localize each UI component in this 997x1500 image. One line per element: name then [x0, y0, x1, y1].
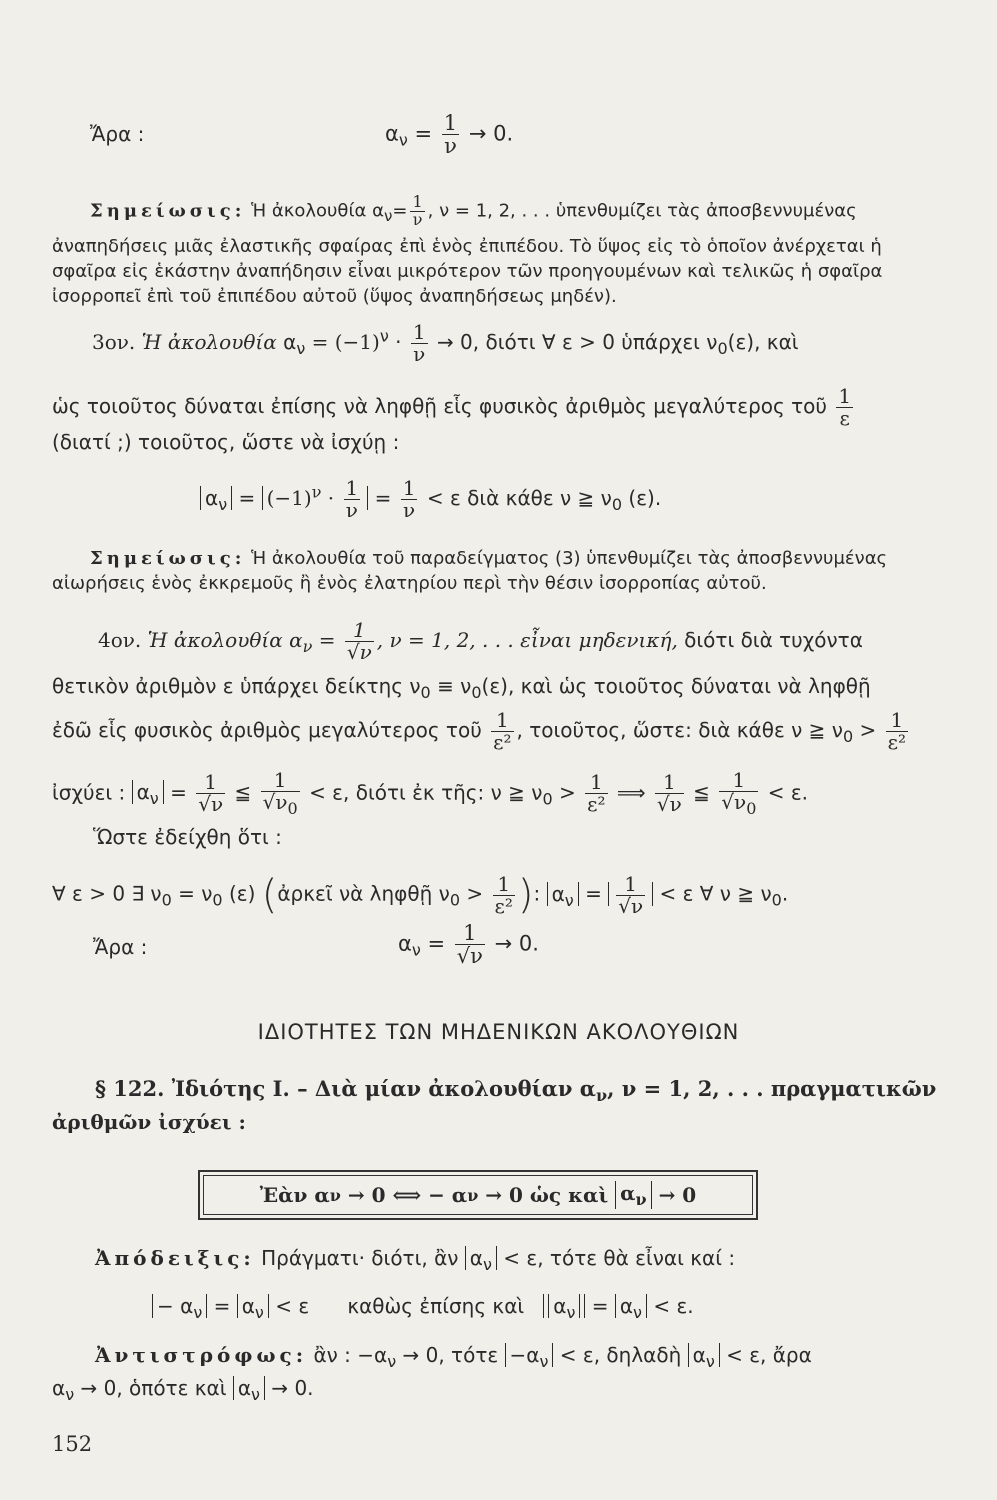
abs: $\alpha_\nu$ — [132, 780, 164, 804]
note-heading: Σημείωσις: — [90, 548, 246, 569]
sub: ν — [296, 339, 306, 358]
num: 1 — [412, 192, 423, 211]
text: , τοιοῦτος, ὥστε: διὰ κάθε ν ≧ ν — [516, 718, 843, 742]
section-title: ΙΔΙΟΤΗΤΕΣ ΤΩΝ ΜΗΔΕΝΙΚΩΝ ΑΚΟΛΟΥΘΙΩΝ — [257, 1020, 740, 1044]
theorem-box — [198, 1170, 758, 1220]
note1-line3: σφαῖρα εἰς ἑκάστην ἀναπήδησιν εἶναι μικρότερον τῶν προηγουμένων καὶ τελικῶς ἡ σφαῖρα — [52, 261, 883, 282]
proof-line2: − $\alpha_\nu = \alpha_\nu < \varepsilon$ καθὼς ἐπίσης καὶ $\alpha_\nu = \alpha_\nu < \varepsilon$. — [152, 1294, 694, 1322]
fraction: $\frac{1}{\text{ε²}}$ — [587, 770, 606, 817]
text: < ε ∀ ν ≧ ν — [659, 881, 772, 906]
note1-line2: ἀναπηδήσεις μιᾶς ἐλαστικῆς σφαίρας ἐπὶ ἑνὸς ἐπιπέδου. Τὸ ὕψος εἰς τὸ ὁποῖον ἀνέρχεται ἡ — [52, 236, 882, 257]
note-heading: Σημείωσις: — [90, 200, 246, 222]
fraction — [836, 386, 853, 429]
ex4-hence: Ὥστε ἐδείχθη ὅτι : — [93, 825, 282, 849]
heading: § 122. Ἰδιότης Ι. – Διὰ μίαν ἀκολουθίαν α — [95, 1076, 596, 1101]
ex3-formula: $\alpha_\nu = (-1)^\nu$ · $\frac{1}{\nu}$ = $\frac{1}{\nu}$ < ε διὰ κάθε ν ≧ $\nu_0$ (ε). — [200, 478, 661, 521]
note1-line4: ἰσορροπεῖ ἐπὶ τοῦ ἐπιπέδου αὐτοῦ (ὕψος ἀναπηδήσεως μηδέν). — [52, 286, 617, 307]
text: → 0. — [494, 931, 539, 956]
text: = — [392, 200, 408, 222]
ex4-line1: 4ον. Ἡ ἀκολουθία $\alpha_\nu$ = $\frac{1}{√\nu}$ , ν = 1, 2, . . . εἶναι μηδενική, διότι διὰ τυχόντα — [98, 618, 863, 664]
ex3-line2 — [52, 386, 856, 429]
text: (ε), καὶ — [727, 330, 799, 354]
text: → 0 ὡς καὶ — [485, 1183, 609, 1207]
prop-line2: ἀριθμῶν ἰσχύει : — [52, 1110, 246, 1134]
ex3-line1 — [92, 322, 799, 365]
fraction: $\frac{1}{√\nu}$ — [456, 921, 483, 969]
text: → 0, διότι ∀ ε > 0 ὑπάρχει ν — [436, 330, 718, 354]
heading: , ν = 1, 2, . . . πραγματικῶν — [607, 1076, 937, 1101]
text: < ε, διότι ἐκ τῆς: ν ≧ ν — [309, 780, 543, 805]
sub: ν — [398, 130, 408, 150]
text: < ε διὰ κάθε ν ≧ ν — [426, 486, 612, 510]
sub: 0 — [717, 339, 728, 358]
text: Ἐὰν α — [259, 1183, 330, 1207]
note1-line1 — [90, 194, 857, 229]
text: ἰσχύει : — [52, 780, 126, 805]
fraction: $\frac{1}{√\nu}$ — [346, 618, 372, 664]
ex4-line3: ἐδῶ εἷς φυσικὸς ἀριθμὸς μεγαλύτερος τοῦ $\frac{1}{\text{ε²}}$ , τοιοῦτος, ὥστε: διὰ κάθε ν ≧ $\nu_0$ > $\frac{1}{\text{ε²}}$ — [52, 708, 907, 754]
sub: ν — [384, 206, 393, 225]
fraction: $\frac{1}{√\nu_0}$ — [721, 768, 757, 818]
den: ε — [839, 406, 850, 430]
abs: $\frac{1}{√\nu}$ — [608, 882, 653, 906]
converse-line1: Ἀντιστρόφως: ἂν : $-\alpha_\nu \to 0$, $\tau ό\tau\varepsilon -\alpha_\nu < \varepsilon$, δηλαδὴ $\alpha_\nu < \varepsilon$, ἄρα — [95, 1343, 812, 1371]
ex-title: Ἡ ἀκολουθία — [147, 628, 283, 652]
text: (ε) — [228, 881, 256, 906]
text: → 0, ὁπότε καὶ — [80, 1376, 227, 1400]
text: , ν = 1, 2, . . . εἶναι μηδενική, — [376, 628, 678, 652]
text: = ν — [178, 881, 213, 906]
fraction: $\frac{1}{\text{ε²}}$ — [493, 708, 512, 754]
text: Πράγματι· διότι, ἂν — [261, 1246, 459, 1270]
abs: $\alpha_\nu$ — [200, 486, 232, 510]
sub: 0 — [611, 495, 623, 514]
text: ἀρκεῖ νὰ ληφθῇ ν — [277, 881, 450, 906]
fraction — [410, 194, 424, 229]
text: → 0 ⟺ − α — [347, 1183, 468, 1207]
note2-line2: αἰωρήσεις ἑνὸς ἐκκρεμοῦς ἢ ἑνὸς ἐλατηρίου περὶ τὴν θέσιν ἰσορροπίας αὐτοῦ. — [52, 573, 767, 594]
eq: = — [414, 121, 433, 146]
text: → 0, τότε — [402, 1343, 499, 1367]
text: , ν = 1, 2, . . . ὑπενθυμίζει τὰς ἀποσβεννυμένας — [427, 200, 857, 222]
note2-line1 — [90, 548, 887, 569]
text: θετικὸν ἀριθμὸν ε ὑπάρχει δείκτης ν — [52, 674, 421, 698]
text: → 0. — [271, 1376, 314, 1400]
text: ἐδῶ εἷς φυσικὸς ἀριθμὸς μεγαλύτερος τοῦ — [52, 718, 482, 742]
text: > — [558, 780, 576, 805]
text: ἂν : −α — [313, 1343, 388, 1367]
text: < ε, τότε θὰ εἶναι καί : — [503, 1246, 736, 1270]
text: < ε, δηλαδὴ — [559, 1343, 682, 1367]
den: ν — [412, 209, 423, 229]
fraction: $\frac{1}{\text{ε²}}$ — [494, 871, 513, 918]
text: → 0 — [658, 1183, 697, 1207]
theorem-inner: Ἐὰν α ν → 0 ⟺ − α ν → 0 ὡς καὶ $\alpha_\nu$ → 0 — [203, 1175, 753, 1215]
den: ν — [413, 342, 426, 366]
text: διότι διὰ τυχόντα — [684, 628, 863, 652]
ex3-line3: (διατί ;) τοιοῦτος, ὥστε νὰ ἰσχύῃ : — [52, 430, 400, 454]
text: < ε, ἄρα — [726, 1343, 812, 1367]
text: ≡ ν — [437, 674, 472, 698]
ara-line-2: Ἄρα : — [93, 935, 148, 959]
text: > — [859, 718, 877, 742]
fraction: $\frac{1}{√\nu_0}$ — [262, 768, 298, 818]
text: (ε), καὶ ὡς τοιοῦτος δύναται νὰ ληφθῇ — [481, 674, 871, 698]
abs: $(-1)^\nu$ · $\frac{1}{\nu}$ — [262, 486, 369, 510]
fraction — [442, 112, 459, 157]
text: = (−1) — [311, 330, 380, 354]
converse-line2: $\alpha_\nu \to 0$, ὁπότε καὶ $\alpha_\nu \to 0$. — [52, 1376, 314, 1404]
num: 1 — [412, 320, 426, 344]
ex4-line6: ∀ ε > 0 ∃ $\nu_0 = \nu_0$ (ε) (ἀρκεῖ νὰ ληφθῇ $\nu_0$ > $\frac{1}{\text{ε²}}$ ): $\alpha_\nu$ = $\frac{1}{√\nu}$ < ε ∀ ν ≧ $\nu_0$. — [52, 871, 789, 918]
text: ∀ ε > 0 ∃ ν — [52, 881, 162, 906]
fraction: $\frac{1}{\nu}$ — [402, 476, 416, 522]
ex4-line2: θετικὸν ἀριθμὸν ε ὑπάρχει δείκτης $\nu_0 \equiv \nu_0(\varepsilon)$, καὶ ὡς τοιοῦτος δύναται νὰ ληφθῇ — [52, 674, 871, 702]
text: < ε — [275, 1294, 310, 1318]
text: ὡς τοιοῦτος δύναται ἐπίσης νὰ ληφθῇ εἷς φυσικὸς ἀριθμὸς μεγαλύτερος τοῦ — [52, 394, 827, 418]
den: ν — [444, 134, 457, 159]
ex4-line4: ἰσχύει : $\alpha_\nu$ = $\frac{1}{√\nu}$ ≦ $\frac{1}{√\nu_0}$ < ε, διότι ἐκ τῆς: ν ≧ $\nu_0$ > $\frac{1}{\text{ε²}}$ ⟹ $\frac{1}{√\nu}$ ≦ $\frac{1}{√\nu_0}$ < ε. — [52, 768, 809, 818]
tail: → 0. — [468, 121, 514, 146]
proof-line1: Ἀπόδειξις: Πράγματι· διότι, ἂν $\alpha_\nu < \varepsilon$, τότε θὰ εἶναι καί : — [95, 1246, 736, 1274]
ara-label: Ἄρα : — [90, 122, 145, 146]
num: 1 — [443, 111, 458, 135]
ara-formula-2: $\alpha_\nu$ = $\frac{1}{√\nu}$ → 0. — [398, 921, 539, 969]
num: 1 — [838, 384, 852, 408]
ex-title: Ἡ ἀκολουθία — [141, 330, 277, 354]
alpha: α — [385, 121, 399, 146]
text: Ἡ ἀκολουθία τοῦ παραδείγματος (3) ὑπενθυμίζει τὰς ἀποσβεννυμένας — [251, 548, 888, 569]
fraction: $\frac{1}{√\nu}$ — [198, 770, 224, 817]
dot: · — [395, 330, 402, 354]
ex-label: 3ον. — [92, 330, 136, 354]
ara-formula-1 — [385, 112, 513, 157]
fraction: $\frac{1}{\text{ε²}}$ — [887, 708, 907, 754]
page-number: 152 — [52, 1432, 93, 1456]
text: α — [52, 1376, 66, 1400]
alpha: α — [283, 330, 297, 354]
text: Ἡ ἀκολουθία α — [251, 200, 384, 222]
ara-line-1 — [90, 122, 144, 146]
prop-line1: § 122. Ἰδιότης Ι. – Διὰ μίαν ἀκολουθίαν $\alpha_\nu$, ν = 1, 2, . . . πραγματικῶν — [95, 1076, 937, 1106]
ex-label: 4ον. — [98, 628, 142, 652]
text: (ε). — [628, 486, 662, 510]
text: καθὼς ἐπίσης καὶ — [347, 1294, 525, 1318]
fraction: $\frac{1}{\nu}$ — [345, 476, 359, 522]
fraction — [411, 322, 428, 365]
heading: Ἀντιστρόφως: — [95, 1343, 308, 1367]
abs: $\alpha_\nu$ — [547, 882, 579, 906]
heading: Ἀπόδειξις: — [95, 1246, 255, 1270]
text: < ε. — [653, 1294, 694, 1318]
sup: ν — [379, 326, 389, 346]
fraction: $\frac{1}{√\nu}$ — [656, 770, 682, 817]
